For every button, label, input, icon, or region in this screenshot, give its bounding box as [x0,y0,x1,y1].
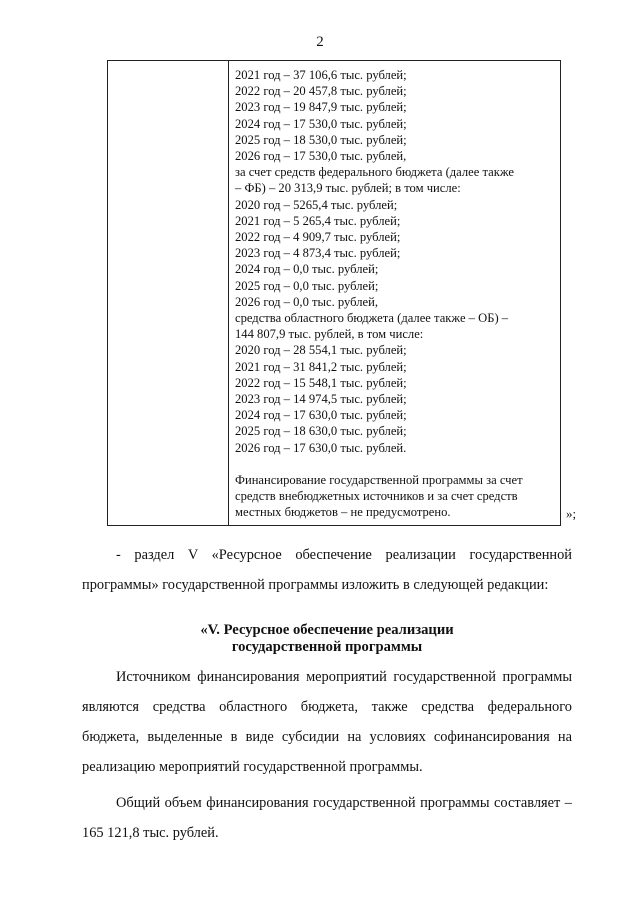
table-line: 2022 год – 20 457,8 тыс. рублей; [235,84,407,99]
section-paragraph: Общий объем финансирования государственной программы составляет – 165 121,8 тыс. рублей. [82,795,572,841]
table-line: 2021 год – 37 106,6 тыс. рублей; [235,68,407,82]
table-line: средства областного бюджета (далее также – ОБ) – [235,311,509,326]
table-line: 2022 год – 15 548,1 тыс. рублей; [235,375,407,390]
amendment-text [82,540,572,600]
table-line: 2024 год – 0,0 тыс. рублей; [235,262,379,277]
page-number: 2 [316,34,324,50]
table-note-line: местных бюджетов – не предусмотрено. [235,505,451,520]
table-line: 2026 год – 0,0 тыс. рублей, [235,294,378,309]
section-heading-line: «V. Ресурсное обеспечение реализации [200,622,454,638]
table-line: 2026 год – 17 530,0 тыс. рублей, [235,149,407,164]
table-line: за счет средств федерального бюджета (далее также [235,165,514,180]
table-closing-quote: »; [566,506,577,521]
table-line: 2022 год – 4 909,7 тыс. рублей; [235,230,401,245]
amendment-paragraph: - раздел V «Ресурсное обеспечение реализации государственной программы» государственной программы изложить в следующей редакции: [82,547,572,593]
table-line: 2026 год – 17 630,0 тыс. рублей. [235,440,407,455]
table-line: 2021 год – 5 265,4 тыс. рублей; [235,213,401,228]
table-line: 2021 год – 31 841,2 тыс. рублей; [235,359,407,374]
table-line: – ФБ) – 20 313,9 тыс. рублей; в том числе: [235,181,461,196]
table-line: 2023 год – 19 847,9 тыс. рублей; [235,100,407,115]
table-line: 2020 год – 5265,4 тыс. рублей; [235,197,398,212]
table-note-line: средств внебюджетных источников и за счет средств [235,489,518,504]
table-line: 2020 год – 28 554,1 тыс. рублей; [235,343,407,358]
table-line: 2025 год – 18 630,0 тыс. рублей; [235,424,407,439]
table-right-column [229,61,560,525]
section-heading [82,622,572,656]
table-line: 2024 год – 17 530,0 тыс. рублей; [235,116,407,131]
section-body [82,662,572,848]
table-line: 2023 год – 14 974,5 тыс. рублей; [235,392,407,407]
table-line: 2025 год – 18 530,0 тыс. рублей; [235,132,407,147]
table-line: 2023 год – 4 873,4 тыс. рублей; [235,246,401,261]
section-paragraph: Источником финансирования мероприятий государственной программы являются средства областного бюджета, также средства федерального бюджета, выделенные в виде субсидии на условиях софинансирования на реализацию мероприятий государственной программы. [82,669,572,775]
section-heading-line: государственной программы [231,639,423,655]
table-line: 2024 год – 17 630,0 тыс. рублей; [235,408,407,423]
financing-table [107,60,561,526]
table-note-line: Финансирование государственной программы за счет [235,472,523,487]
table-line: 144 807,9 тыс. рублей, в том числе: [235,327,424,342]
table-left-column [108,61,229,525]
table-line: 2025 год – 0,0 тыс. рублей; [235,278,379,293]
